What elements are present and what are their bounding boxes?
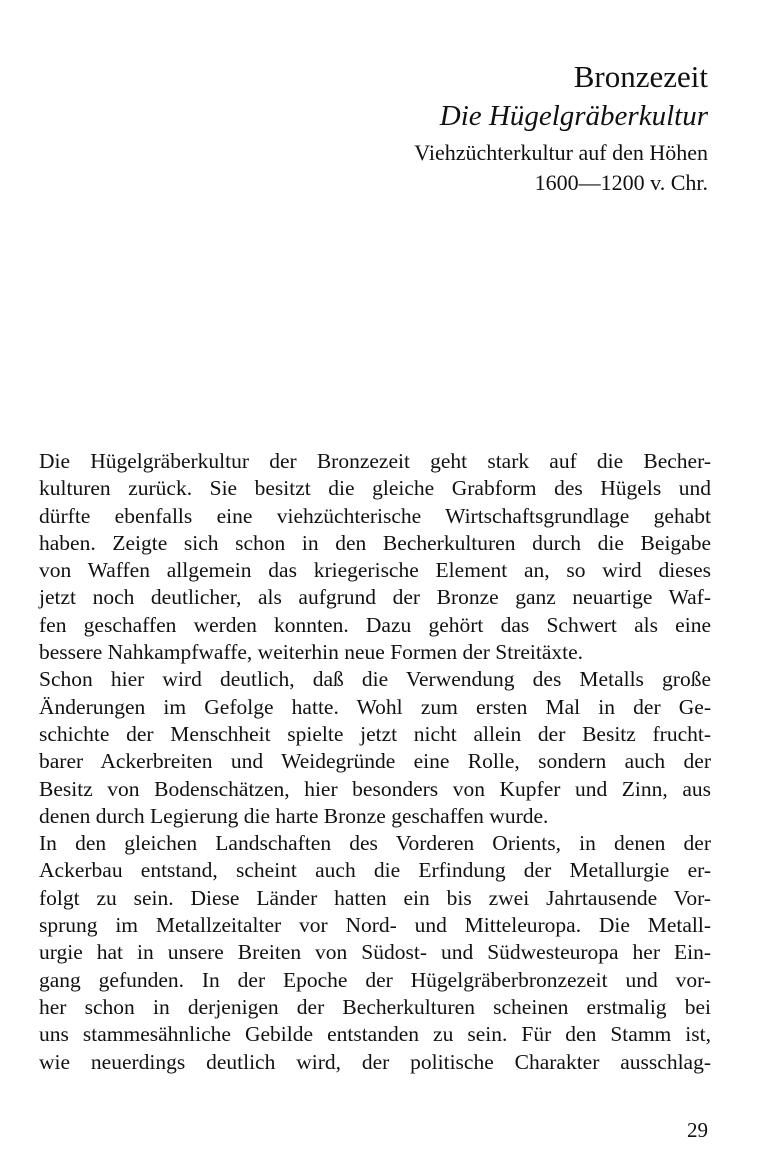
text-line: jetzt noch deutlicher, als aufgrund der Bronze ganz neuartige Waf-: [39, 585, 711, 610]
page-number: 29: [687, 1118, 708, 1142]
text-line: gang gefunden. In der Epoche der Hügelgräberbronzezeit und vor-: [39, 967, 711, 992]
text-line: haben. Zeigte sich schon in den Becherkulturen durch die Beigabe: [39, 530, 711, 555]
chapter-header: [108, 58, 708, 198]
text-line: sprung im Metallzeitalter vor Nord- und Mitteleuropa. Die Metall-: [39, 913, 711, 938]
text-line: Besitz von Bodenschätzen, hier besonders von Kupfer und Zinn, aus: [39, 776, 711, 801]
text-line: wie neuerdings deutlich wird, der politische Charakter ausschlag-: [39, 1049, 711, 1074]
text-line: kulturen zurück. Sie besitzt die gleiche Grabform des Hügels und: [39, 476, 711, 501]
chapter-title: Bronzezeit: [573, 59, 708, 94]
text-line: bessere Nahkampfwaffe, weiterhin neue Formen der Streitäxte.: [39, 640, 584, 665]
text-line: Die Hügelgräberkultur der Bronzezeit geht stark auf die Becher-: [39, 449, 711, 473]
text-line: her schon in derjenigen der Becherkulturen scheinen erstmalig bei: [39, 994, 711, 1019]
paragraph-1: [39, 448, 711, 666]
chapter-date-range: 1600—1200 v. Chr.: [534, 170, 708, 195]
paragraph-2: [39, 666, 711, 830]
text-line: Schon hier wird deutlich, daß die Verwendung des Metalls große: [39, 667, 711, 692]
text-line: schichte der Menschheit spielte jetzt nicht allein der Besitz frucht-: [39, 721, 711, 746]
text-line: von Waffen allgemein das kriegerische Element an, so wird dieses: [39, 558, 711, 583]
text-line: folgt zu sein. Diese Länder hatten ein bis zwei Jahrtausende Vor-: [39, 885, 711, 910]
text-line: Änderungen im Gefolge hatte. Wohl zum ersten Mal in der Ge-: [39, 694, 711, 719]
text-line: uns stammesähnliche Gebilde entstanden zu sein. Für den Stamm ist,: [39, 1022, 711, 1047]
text-line: urgie hat in unsere Breiten von Südost- und Südwesteuropa her Ein-: [39, 940, 711, 965]
text-line: dürfte ebenfalls eine viehzüchterische Wirtschaftsgrundlage gehabt: [39, 503, 711, 528]
paragraph-3: [39, 830, 711, 1076]
text-line: Ackerbau entstand, scheint auch die Erfindung der Metallurgie er-: [39, 858, 711, 883]
text-line: barer Ackerbreiten und Weidegründe eine Rolle, sondern auch der: [39, 749, 711, 774]
text-line: fen geschaffen werden konnten. Dazu gehört das Schwert als eine: [39, 612, 711, 637]
chapter-description: Viehzüchterkultur auf den Höhen: [414, 140, 708, 165]
text-line: denen durch Legierung die harte Bronze geschaffen wurde.: [39, 803, 549, 828]
body-text: [39, 448, 711, 1076]
text-line: In den gleichen Landschaften des Vorderen Orients, in denen der: [39, 831, 711, 856]
chapter-subtitle: Die Hügelgräberkultur: [439, 100, 708, 132]
